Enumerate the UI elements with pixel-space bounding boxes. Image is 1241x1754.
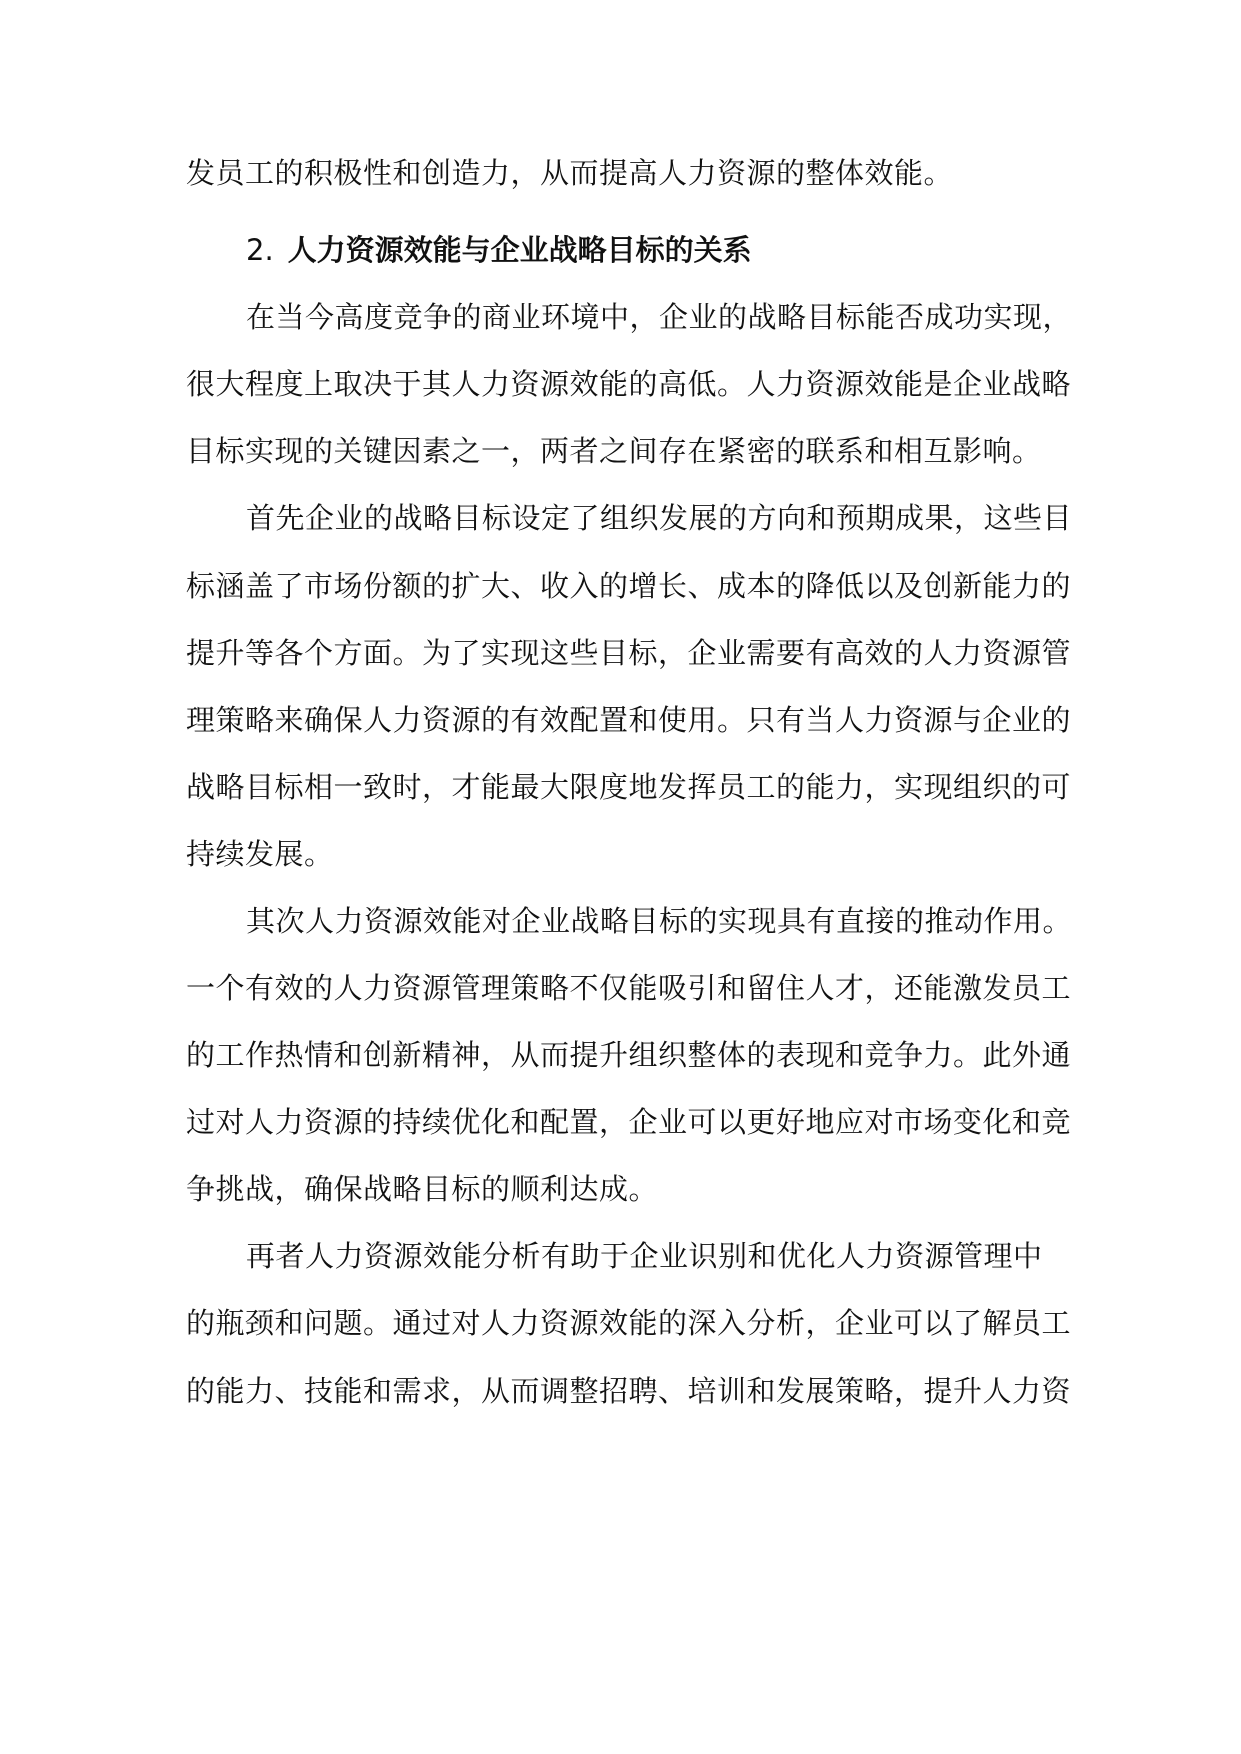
paragraph-line: 持续发展。 <box>186 837 334 871</box>
paragraph-line: 标涵盖了市场份额的扩大、收入的增长、成本的降低以及创新能力的 <box>186 569 1072 603</box>
paragraph-line: 过对人力资源的持续优化和配置，企业可以更好地应对市场变化和竞 <box>186 1105 1072 1139</box>
paragraph-line: 很大程度上取决于其人力资源效能的高低。人力资源效能是企业战略 <box>186 367 1072 401</box>
intro-line: 发员工的积极性和创造力，从而提高人力资源的整体效能。 <box>186 156 954 190</box>
paragraph-line: 一个有效的人力资源管理策略不仅能吸引和留住人才，还能激发员工 <box>186 971 1072 1005</box>
paragraph-line: 首先企业的战略目标设定了组织发展的方向和预期成果，这些目 <box>246 501 1073 535</box>
section-heading <box>246 230 1066 270</box>
paragraph-line: 其次人力资源效能对企业战略目标的实现具有直接的推动作用。 <box>246 904 1073 938</box>
paragraph-line: 理策略来确保人力资源的有效配置和使用。只有当人力资源与企业的 <box>186 703 1072 737</box>
section-number: 2. <box>246 233 274 267</box>
paragraph-line: 的能力、技能和需求，从而调整招聘、培训和发展策略，提升人力资 <box>186 1374 1072 1408</box>
paragraph-line: 目标实现的关键因素之一，两者之间存在紧密的联系和相互影响。 <box>186 434 1042 468</box>
paragraph-line: 战略目标相一致时，才能最大限度地发挥员工的能力，实现组织的可 <box>186 770 1072 804</box>
paragraph-line: 争挑战，确保战略目标的顺利达成。 <box>186 1172 659 1206</box>
paragraph-line: 的瓶颈和问题。通过对人力资源效能的深入分析，企业可以了解员工 <box>186 1306 1072 1340</box>
paragraph-line: 的工作热情和创新精神，从而提升组织整体的表现和竞争力。此外通 <box>186 1038 1072 1072</box>
paragraph-line: 提升等各个方面。为了实现这些目标，企业需要有高效的人力资源管 <box>186 636 1072 670</box>
paragraph-line: 再者人力资源效能分析有助于企业识别和优化人力资源管理中 <box>246 1239 1043 1273</box>
section-title: 人力资源效能与企业战略目标的关系 <box>287 233 752 267</box>
paragraph-line: 在当今高度竞争的商业环境中，企业的战略目标能否成功实现， <box>246 300 1073 334</box>
